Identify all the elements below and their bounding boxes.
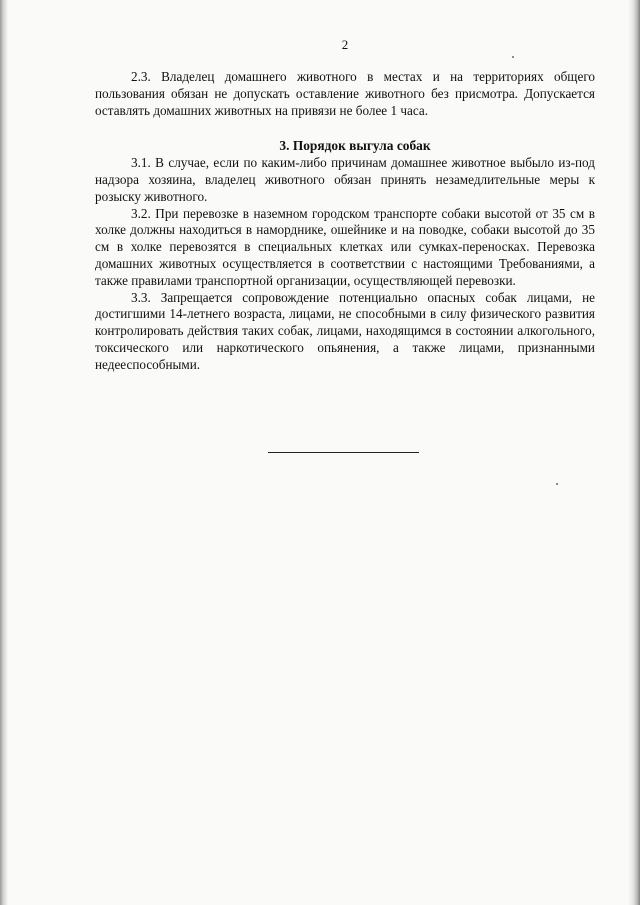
scan-edge-left [0,0,8,905]
end-divider-line [268,452,419,453]
paragraph-3-1: 3.1. В случае, если по каким-либо причинам домашнее животное выбыло из-под надзора хозяина, владелец животного обязан принять незамедлительные меры к розыску животного. [95,155,595,204]
scan-speck [512,56,514,58]
scan-edge-right [628,0,640,905]
scan-speck [556,483,558,485]
page-number: 2 [341,37,349,52]
section-3-title: 3. Порядок выгула собак [279,138,431,154]
paragraph-3-2: 3.2. При перевозке в наземном городском транспорте собаки высотой от 35 см в холке должны находиться в наморднике, ошейнике и на поводке, собаки высотой до 35 см в холке перевозятся в специальных клетках или сумках-переносках. Перевозка домашних животных осуществляется в соответствии с настоящими Требованиями, а также правилами транспортной организации, осуществляющей перевозки. [95,205,595,288]
paragraph-3-3: 3.3. Запрещается сопровождение потенциально опасных собак лицами, не достигшими 14-летнего возраста, лицами, не способными в силу физического развития контролировать действия таких собак, лицами, находящимся в состоянии алкогольного, токсического или наркотического опьянения, а также лицами, признанными недееспособными. [95,289,595,372]
document-body [95,69,595,374]
paragraph-2-3: 2.3. Владелец домашнего животного в местах и на территориях общего пользования обязан не допускать оставление животного без присмотра. Допускается оставлять домашних животных на привязи не более 1 часа. [95,69,595,118]
